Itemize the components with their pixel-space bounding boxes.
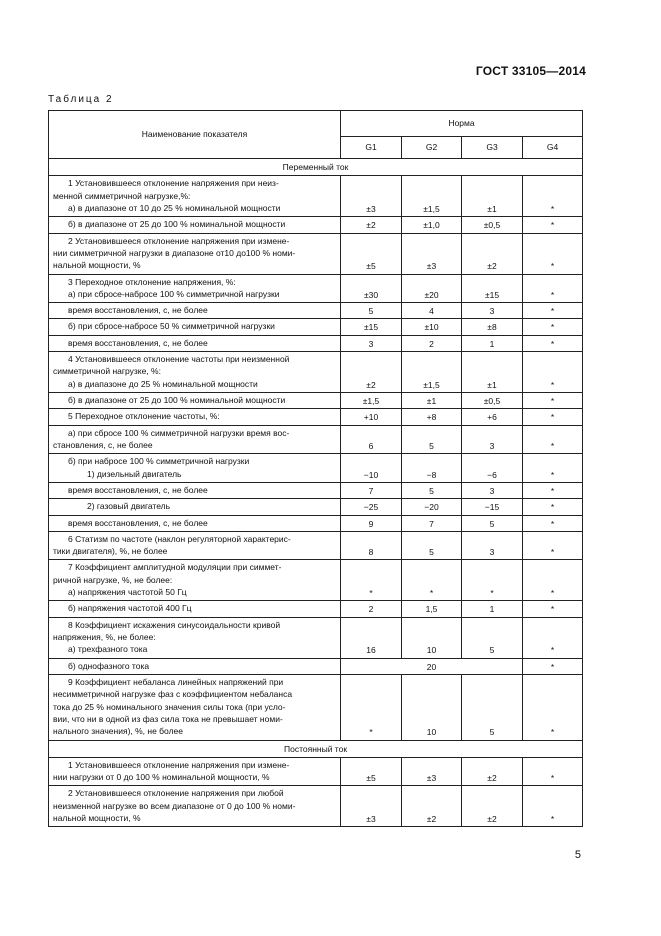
norm-value-g1: 9 [341,515,402,531]
norm-value-g3: 3 [462,531,523,560]
table-row [49,425,583,454]
name-column-header: Наименование показателя [49,111,341,159]
table-row [49,531,583,560]
norm-value-g3: ±2 [462,757,523,786]
norm-value-g4: * [523,425,583,454]
norm-value-g4: * [523,786,583,827]
norm-value-g2: 5 [402,425,462,454]
table-row [49,393,583,409]
group-header-g3: G3 [462,137,523,159]
indicator-line: 6 Статизм по частоте (наклон регуляторной характерис- [68,533,291,544]
indicator-line: тики двигателя), %, не более [53,546,168,557]
standard-header: ГОСТ 33105—2014 [475,64,586,78]
table-row [49,499,583,515]
norm-value-g1: * [341,674,402,740]
norm-value-g2: +8 [402,409,462,425]
indicator-line: 2 Установившееся отклонение напряжения при любой [68,788,284,799]
norm-value-g3: 1 [462,335,523,351]
norm-value-g4: * [523,454,583,483]
indicator-name [49,233,341,274]
indicator-line: нии симметричной нагрузки в диапазоне от10 до100 % номи- [53,247,296,258]
norm-value-g4: * [523,217,583,233]
table-row [49,217,583,233]
indicator-line: а) при сбросе 100 % симметричной нагрузки время вос- [68,427,290,438]
indicator-line: 2 Установившееся отклонение напряжения при измене- [68,235,290,246]
indicator-line: 1 Установившееся отклонение напряжения при измене- [68,759,290,770]
norm-value-g3: 3 [462,303,523,319]
norm-value-g4: * [523,393,583,409]
norm-value-g2: 7 [402,515,462,531]
table-row [49,274,583,303]
norm-value-g1: 16 [341,617,402,658]
indicator-line: а) при сбросе-набросе 100 % симметричной нагрузки [68,288,280,299]
group-header-g2: G2 [402,137,462,159]
indicator-line: время восстановления, с, не более [68,484,208,495]
table-row [49,658,583,674]
norm-value-g4: * [523,274,583,303]
indicator-line: 1) дизельный двигатель [87,468,182,479]
table-row [49,617,583,658]
table-row [49,319,583,335]
table-row [49,515,583,531]
indicator-name [49,674,341,740]
table-row [49,757,583,786]
indicator-line: б) однофазного тока [68,660,150,671]
norm-value-g1: ±5 [341,757,402,786]
indicator-line: а) в диапазоне до 25 % номинальной мощности [68,378,258,389]
indicator-name [49,560,341,601]
indicator-name [49,786,341,827]
norm-value-g2: ±1,5 [402,176,462,217]
indicator-name [49,499,341,515]
norm-value-g3: ±1 [462,352,523,393]
indicator-line: нального значения), %, не более [53,726,184,737]
indicator-line: время восстановления, с, не более [68,305,208,316]
indicator-line: б) в диапазоне от 25 до 100 % номинальной мощности [68,395,286,405]
norm-value-g3: +6 [462,409,523,425]
norm-value-g1: −10 [341,454,402,483]
indicator-line: неизменной нагрузке во всем диапазоне от 0 до 100 % номи- [53,800,296,811]
indicator-line: б) напряжения частотой 400 Гц [68,603,192,614]
table-body [49,159,583,827]
indicator-line: 9 Коэффициент небаланса линейных напряжений при [68,676,284,687]
norm-value-g2: −20 [402,499,462,515]
norm-value-g4: * [523,176,583,217]
norm-value-g1: ±3 [341,786,402,827]
indicator-line: б) при сбросе-набросе 50 % симметричной нагрузки [68,321,275,332]
norm-value-g4: * [523,674,583,740]
table-row [49,601,583,617]
table-row [49,409,583,425]
table-row [49,674,583,740]
norm-value-g1: +10 [341,409,402,425]
indicator-line: становления, с, не более [53,439,153,450]
section-title: Постоянный ток [49,740,583,757]
indicator-name [49,617,341,658]
norm-value-g4: * [523,335,583,351]
indicator-name [49,335,341,351]
table-row [49,482,583,498]
norm-value-g1: 5 [341,303,402,319]
group-header-g1: G1 [341,137,402,159]
norm-value-g3: ±1 [462,176,523,217]
indicator-line: 8 Коэффициент искажения синусоидальности кривой [68,619,281,630]
norm-value-g4: * [523,352,583,393]
norm-value-g2: ±1,5 [402,352,462,393]
indicator-name [49,515,341,531]
norm-value-g3: ±2 [462,786,523,827]
norm-value-g2: * [402,560,462,601]
norm-value-g1: −25 [341,499,402,515]
indicator-name [49,531,341,560]
norm-value-g3: −6 [462,454,523,483]
indicator-line: напряжения, %, не более: [53,632,156,642]
norm-value-g1: * [341,560,402,601]
norm-value-g2: ±10 [402,319,462,335]
norm-value-g2: 10 [402,617,462,658]
indicator-line: а) напряжения частотой 50 Гц [68,587,187,598]
norm-value-g1: ±5 [341,233,402,274]
indicator-name [49,319,341,335]
norm-value-g4: * [523,757,583,786]
norm-value-g4: * [523,617,583,658]
table-row [49,335,583,351]
indicator-name [49,658,341,674]
indicator-line: симметричной нагрузке, %: [53,366,161,377]
indicator-line: 7 Коэффициент амплитудной модуляции при симмет- [68,562,282,573]
norm-value-g4: * [523,601,583,617]
norm-value-g3: 5 [462,617,523,658]
norm-value-g1: ±3 [341,176,402,217]
indicator-line: несимметричной нагрузке фаз с коэффициентом небаланса [53,689,293,700]
norm-value-g3: 1 [462,601,523,617]
norm-value-g4: * [523,303,583,319]
group-header-g4: G4 [523,137,583,159]
indicator-line: нии нагрузки от 0 до 100 % номинальной мощности, % [53,772,270,783]
norm-value-g1: 8 [341,531,402,560]
indicator-line: время восстановления, с, не более [68,337,208,348]
indicator-name [49,601,341,617]
indicator-line: нальной мощности, % [53,260,141,271]
norm-value-g2: ±2 [402,786,462,827]
norm-value-g4: * [523,658,583,674]
norm-value-g1: 2 [341,601,402,617]
indicator-line: 2) газовый двигатель [87,501,171,512]
indicator-line: б) в диапазоне от 25 до 100 % номинальной мощности [68,219,286,230]
norms-table [48,110,583,827]
indicator-name [49,454,341,483]
norm-value-g2: 4 [402,303,462,319]
norm-value-g4: * [523,409,583,425]
indicator-line: тока до 25 % номинального значения силы тока (при усло- [53,701,286,712]
indicator-name [49,757,341,786]
norm-value-g3: ±8 [462,319,523,335]
norm-value-g4: * [523,233,583,274]
norm-value-g3: 3 [462,482,523,498]
norm-value-g3: ±0,5 [462,393,523,409]
table-row [49,303,583,319]
norm-value-g3: 5 [462,515,523,531]
indicator-line: 5 Переходное отклонение частоты, %: [68,411,220,422]
norm-value-g1: ±30 [341,274,402,303]
indicator-line: а) трехфазного тока [68,644,148,655]
indicator-name [49,425,341,454]
norm-value-g2: ±3 [402,233,462,274]
indicator-line: а) в диапазоне от 10 до 25 % номинальной мощности [68,202,281,213]
indicator-line: время восстановления, с, не более [68,517,208,528]
indicator-line: 1 Установившееся отклонение напряжения при неиз- [68,178,279,189]
norm-value-g4: * [523,515,583,531]
indicator-line: 3 Переходное отклонение напряжения, %: [68,276,236,287]
norm-value-g3: ±15 [462,274,523,303]
indicator-line: б) при набросе 100 % симметричной нагрузки [68,456,250,467]
norm-value-g3: * [462,560,523,601]
norm-value-g2: ±1,0 [402,217,462,233]
indicator-name [49,409,341,425]
table-row [49,233,583,274]
norm-value-g4: * [523,319,583,335]
page-number: 5 [574,849,581,861]
indicator-name [49,482,341,498]
norm-value-g3: −15 [462,499,523,515]
norm-value-g1: ±2 [341,217,402,233]
indicator-line: менной симметричной нагрузке,%: [53,190,191,201]
norm-value-g2: ±3 [402,757,462,786]
norm-value-g2: −8 [402,454,462,483]
indicator-name [49,176,341,217]
indicator-name [49,393,341,409]
norm-value-g2: 10 [402,674,462,740]
norm-value-g2: ±1 [402,393,462,409]
indicator-line: ричной нагрузке, %, не более: [53,574,173,585]
norm-value-g2: 5 [402,531,462,560]
norm-column-header: Норма [341,111,583,137]
indicator-name [49,274,341,303]
merged-norm-value: 20 [341,658,523,674]
norm-value-g1: ±2 [341,352,402,393]
norm-value-g4: * [523,560,583,601]
norm-value-g3: ±0,5 [462,217,523,233]
table-caption: Таблица 2 [48,94,114,105]
norm-value-g3: 3 [462,425,523,454]
indicator-name [49,352,341,393]
table-row [49,176,583,217]
table-row [49,352,583,393]
norm-value-g1: 7 [341,482,402,498]
indicator-line: нальной мощности, % [53,813,141,824]
table-row [49,560,583,601]
norm-value-g4: * [523,499,583,515]
norm-value-g1: 3 [341,335,402,351]
norm-value-g3: 5 [462,674,523,740]
indicator-line: 4 Установившееся отклонение частоты при неизменной [68,354,290,365]
norm-value-g1: 6 [341,425,402,454]
norm-value-g2: 2 [402,335,462,351]
indicator-name [49,303,341,319]
indicator-name [49,217,341,233]
section-title: Переменный ток [49,159,583,176]
norm-value-g3: ±2 [462,233,523,274]
norm-value-g2: 5 [402,482,462,498]
norm-value-g4: * [523,482,583,498]
table-row [49,786,583,827]
indicator-line: вии, что ни в одной из фаз сила тока не превышает номи- [53,713,283,724]
norm-value-g2: 1,5 [402,601,462,617]
table-row [49,454,583,483]
norm-value-g4: * [523,531,583,560]
norm-value-g2: ±20 [402,274,462,303]
norm-value-g1: ±15 [341,319,402,335]
norm-value-g1: ±1,5 [341,393,402,409]
